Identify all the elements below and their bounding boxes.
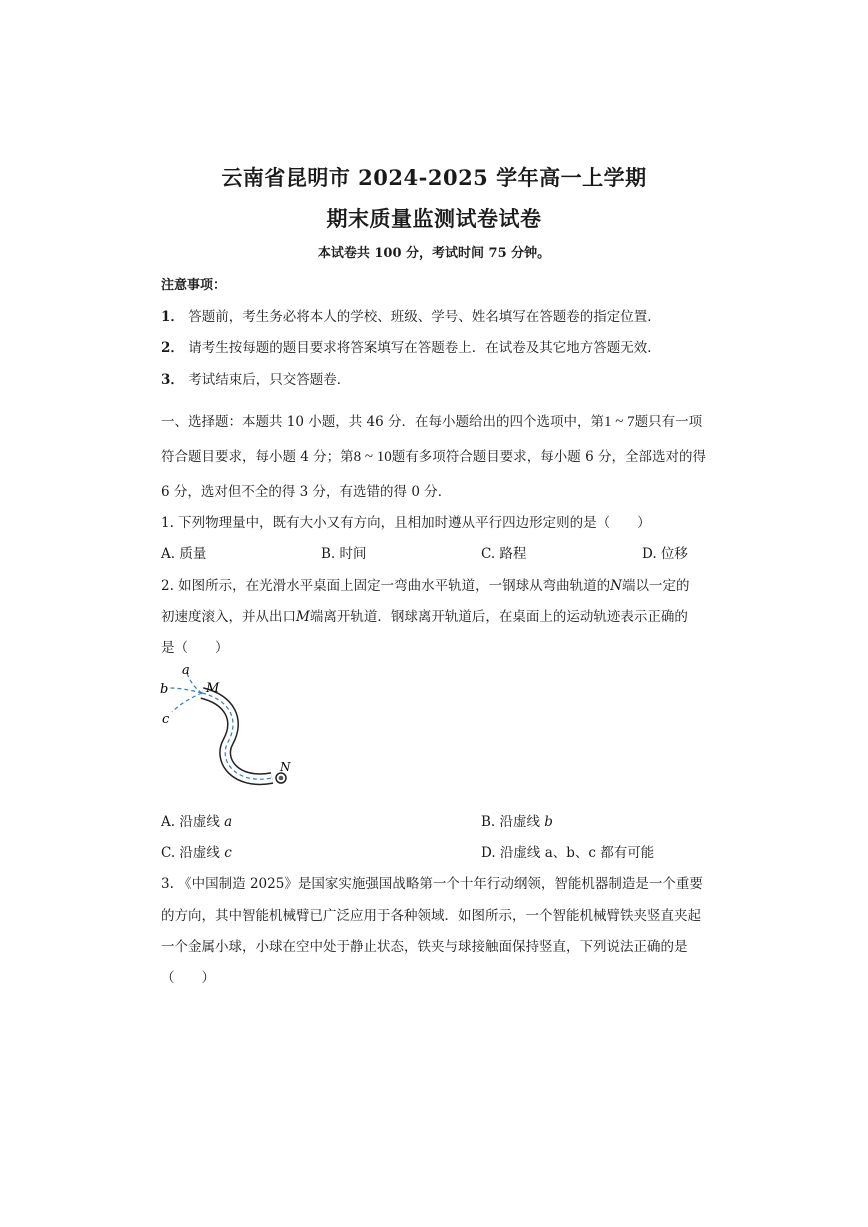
q2-var-m: M xyxy=(296,609,310,625)
section1-instruction-line2 xyxy=(161,445,706,466)
section1-text: 题只有一项 xyxy=(634,414,703,430)
label-a: a xyxy=(182,663,190,678)
q2-option-b xyxy=(481,810,553,830)
section1-text: 一、选择题：本题共 10 小题，共 46 分．在每小题给出的四个选项中，第 xyxy=(161,414,605,430)
option-var: c xyxy=(224,845,232,861)
question-range: 1 ~ 7 xyxy=(604,414,635,430)
q2-stem-line2 xyxy=(161,605,688,625)
notice-item-2 xyxy=(161,336,661,356)
section1-instruction-line3: 6 分，选对但不全的得 3 分，有选错的得 0 分． xyxy=(161,484,452,500)
option-text: A. 沿虚线 xyxy=(161,814,225,830)
q2-text: 端以一定的 xyxy=(621,578,690,594)
q2-option-c xyxy=(161,841,232,861)
notice-item-num: 2． xyxy=(161,340,184,356)
q2-var-n: N xyxy=(610,578,622,594)
q3-stem-line1: 3. 《中国制造 2025》是国家实施强国战略第一个十年行动纲领，智能机器制造是一个重要 xyxy=(161,876,703,892)
exam-title-line1: 云南省昆明市 2024-2025 学年高一上学期 xyxy=(221,165,647,190)
section1-text: 题有多项符合题目要求，每小题 6 分，全部选对的得 xyxy=(391,449,706,465)
exam-title-line2: 期末质量监测试卷试卷 xyxy=(326,206,542,231)
q2-option-a xyxy=(161,810,232,830)
section1-text: 符合题目要求，每小题 4 分；第 xyxy=(161,449,354,465)
notice-item-num: 3． xyxy=(161,372,184,388)
q1-option-c: C. 路程 xyxy=(481,546,527,562)
q2-text: 2. 如图所示，在光滑水平桌面上固定一弯曲水平轨道，一钢球从弯曲轨道的 xyxy=(161,578,611,594)
q1-option-d: D. 位移 xyxy=(642,546,688,562)
q3-stem-line4: （ ） xyxy=(161,970,215,986)
trajectory-c xyxy=(172,693,202,712)
option-var: a xyxy=(224,814,233,830)
notice-item-text: 考试结束后，只交答题卷． xyxy=(188,372,351,388)
q1-option-a: A. 质量 xyxy=(161,546,207,562)
label-n: N xyxy=(280,760,291,774)
q2-text: 端离开轨道．钢球离开轨道后，在桌面上的运动轨迹表示正确的 xyxy=(309,609,688,625)
notice-item-text: 答题前，考生务必将本人的学校、班级、学号、姓名填写在答题卷的指定位置． xyxy=(188,309,661,325)
option-text: D. 沿虚线 xyxy=(481,845,545,861)
exam-subtitle: 本试卷共 100 分，考试时间 75 分钟。 xyxy=(317,246,551,261)
notice-item-3 xyxy=(161,368,350,388)
label-c: c xyxy=(162,712,170,727)
notice-item-num: 1． xyxy=(161,309,184,325)
notice-heading: 注意事项： xyxy=(161,278,227,293)
label-m: M xyxy=(206,681,220,696)
trajectory-b xyxy=(170,688,202,693)
option-var: b xyxy=(544,814,553,830)
option-text: C. 沿虚线 xyxy=(161,845,225,861)
notice-item-text: 请考生按每题的题目要求将答案填写在答题卷上．在试卷及其它地方答题无效． xyxy=(188,340,661,356)
option-text: B. 沿虚线 xyxy=(481,814,545,830)
q2-option-d xyxy=(481,841,654,861)
option-var: a、b、c 都有可能 xyxy=(544,845,655,861)
q2-stem-line1 xyxy=(161,574,689,594)
q2-stem-line3: 是（ ） xyxy=(161,640,229,656)
track-wall xyxy=(202,693,272,779)
section1-instruction-line1 xyxy=(161,410,702,431)
q2-track-figure xyxy=(150,660,310,795)
q3-stem-line3: 一个金属小球，小球在空中处于静止状态，铁夹与球接触面保持竖直，下列说法正确的是 xyxy=(161,939,688,955)
q1-option-b: B. 时间 xyxy=(321,546,367,562)
q1-stem: 1. 下列物理量中，既有大小又有方向，且相加时遵从平行四边形定则的是（ ） xyxy=(161,515,651,531)
question-range: 8 ~ 10 xyxy=(353,449,392,465)
q3-stem-line2: 的方向，其中智能机械臂已广泛应用于各种领域．如图所示，一个智能机械臂铁夹竖直夹起 xyxy=(161,908,701,924)
q2-text: 初速度滚入，并从出口 xyxy=(161,609,296,625)
notice-item-1 xyxy=(161,305,661,325)
steel-ball-core xyxy=(279,776,284,781)
label-b: b xyxy=(160,682,169,697)
